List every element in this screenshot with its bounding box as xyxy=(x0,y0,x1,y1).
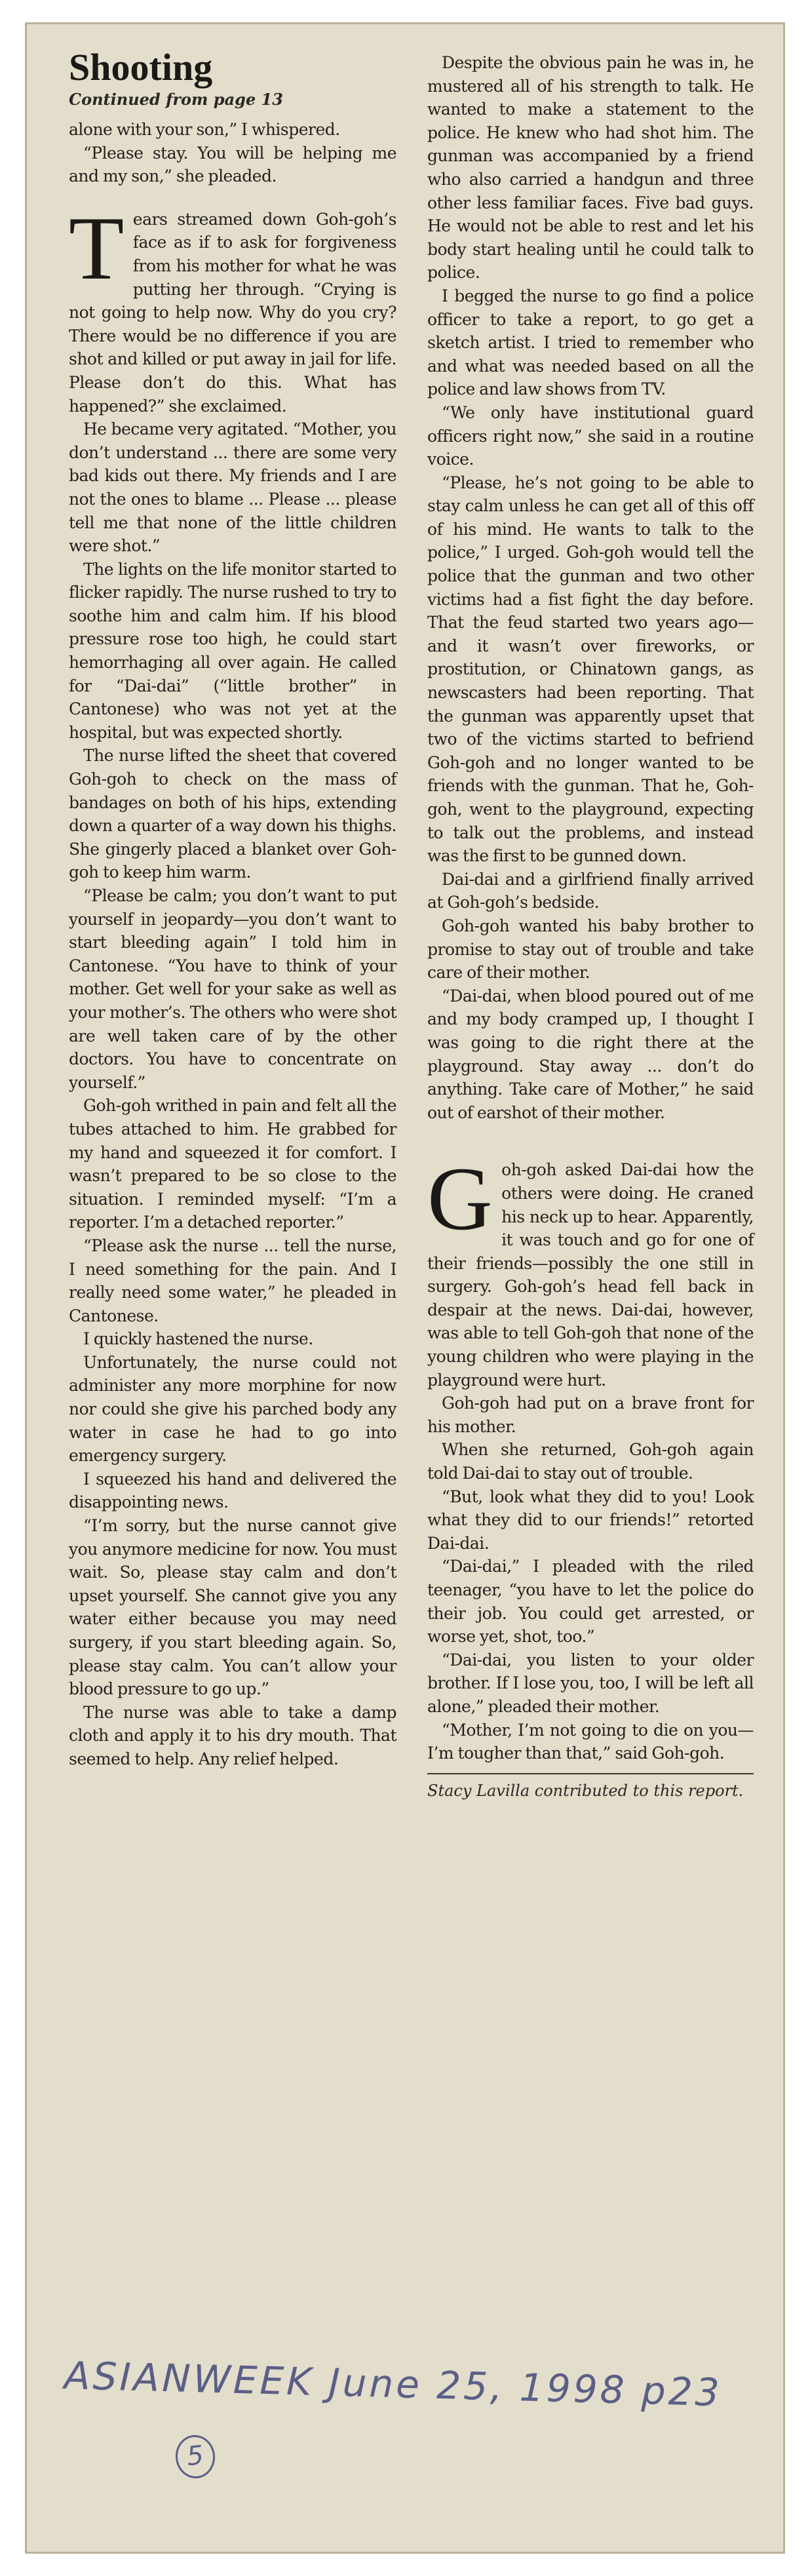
article-paragraph xyxy=(427,51,754,284)
continued-line: Continued from page 13 xyxy=(69,90,283,109)
article-paragraph xyxy=(69,1327,396,1351)
circled-page-mark: 5 xyxy=(174,2433,218,2480)
drop-cap-letter: T xyxy=(69,197,124,298)
paragraph-text: The lights on the life monitor started to flicker rapidly. The nurse rushed to try to soothe him and calm him. If his blood pressure rose too high, he could start hemorrhaging all over again. He called for “Dai-dai” (“little brother” in Cantonese) who was not yet at the hospital, but was expected shortly. xyxy=(69,559,396,742)
paragraph-text: “But, look what they did to you! Look what they did to our friends!” retorted Dai-dai. xyxy=(427,1487,754,1553)
article-paragraph xyxy=(69,197,396,418)
article-paragraph xyxy=(427,401,754,471)
paragraph-text: I squeezed his hand and delivered the disappointing news. xyxy=(69,1469,396,1512)
paragraph-text: ears streamed down Goh-goh’s face as if to ask for forgiveness from his mother for what he was putting her through. “Crying is not going to help now. Why do you cry? There would be no difference if you are shot and killed or put away in jail for life. Please don’t do this. What has happened?” she exclaimed. xyxy=(69,209,396,416)
paragraph-text: “Dai-dai, when blood poured out of me and my body cramped up, I thought I was going to die right there at the playground. Stay away ... don’t do anything. Take care of Mother,” he said out of earshot of their mother. xyxy=(427,986,754,1122)
article-paragraph xyxy=(427,985,754,1125)
article-paragraph xyxy=(427,1438,754,1485)
paragraph-text: “Please ask the nurse ... tell the nurse, I need something for the pain. And I really need some water,” he pleaded in Cantonese. xyxy=(69,1236,396,1325)
article-paragraph xyxy=(69,1468,396,1514)
paragraph-text: alone with your son,” I whispered. xyxy=(69,120,340,139)
article-paragraph xyxy=(69,118,396,142)
author-credit: Stacy Lavilla contributed to this report. xyxy=(427,1781,744,1800)
paragraph-text: Goh-goh wanted his baby brother to promise to stay out of trouble and take care of their mother. xyxy=(427,916,754,983)
paragraph-text: I quickly hastened the nurse. xyxy=(83,1329,313,1349)
article-paragraph xyxy=(69,142,396,188)
credit-divider xyxy=(427,1773,754,1774)
handwritten-source-note: ASIANWEEK June 25, 1998 p23 xyxy=(64,2353,723,2415)
article-paragraph xyxy=(69,1514,396,1701)
paragraph-text: Despite the obvious pain he was in, he mustered all of his strength to talk. He wanted to make a statement to the police. He knew who had shot him. The gunman was accompanied by a friend who also carried a handgun and three other less familiar faces. Five bad guys. He would not be able to rest and let his body start healing until he could talk to police. xyxy=(427,53,754,283)
article-paragraph xyxy=(427,1485,754,1555)
article-paragraph xyxy=(69,744,396,884)
paragraph-text: “Please stay. You will be helping me and my son,” she pleaded. xyxy=(69,143,396,186)
paragraph-text: Unfortunately, the nurse could not administer any more morphine for now nor could she give his parched body any water in case he had to go into emergency surgery. xyxy=(69,1352,396,1466)
article-paragraph xyxy=(427,1649,754,1719)
article-paragraph xyxy=(427,1719,754,1765)
paragraph-text: “Dai-dai,” I pleaded with the riled teenager, “you have to let the police do their job. You could get arrested, or worse yet, shot, too.” xyxy=(427,1557,754,1647)
article-column-right xyxy=(427,51,754,1802)
article-paragraph xyxy=(69,558,396,745)
paragraph-text: oh-goh asked Dai-dai how the others were doing. He craned his neck up to hear. Apparently, it was touch and go for one of their friends—possibly the one still in surgery. Goh-goh’s head fell back in despair at the news. Dai-dai, however, was able to tell Goh-goh that none of the young children who were playing in the playground were hurt. xyxy=(427,1160,754,1390)
article-paragraph xyxy=(69,1234,396,1327)
article-paragraph xyxy=(69,1351,396,1468)
article-paragraph xyxy=(69,884,396,1094)
paragraph-text: “Please, he’s not going to be able to stay calm unless he can get all of this off of his mind. He wants to talk to the police,” I urged. Goh-goh would tell the police that the gunman and two other victims had a fist fight the day before. That the feud started two years ago—and it wasn’t over fireworks, or prostitution, or Chinatown gangs, as newscasters had been reporting. That the gunman was apparently upset that two of the victims started to befriend Goh-goh and no longer wanted to be friends with the gunman. That he, Goh-goh, went to the playground, expecting to talk out the problems, and instead was the first to be gunned down. xyxy=(427,473,754,866)
paragraph-text: Dai-dai and a girlfriend finally arrived at Goh-goh’s bedside. xyxy=(427,869,754,912)
article-paragraph xyxy=(69,1094,396,1234)
article-paragraph xyxy=(427,1392,754,1438)
article-column-left xyxy=(69,46,396,1771)
article-paragraph xyxy=(427,1555,754,1648)
article-paragraph xyxy=(69,1701,396,1771)
paragraph-text: When she returned, Goh-goh again told Dai-dai to stay out of trouble. xyxy=(427,1440,754,1483)
drop-cap-letter: G xyxy=(427,1148,493,1249)
article-paragraph xyxy=(427,914,754,985)
article-paragraph xyxy=(427,284,754,401)
paragraph-text: The nurse lifted the sheet that covered Goh-goh to check on the mass of bandages on both of his hips, extending down a quarter of a way down his thighs. She gingerly placed a blanket over Goh-goh to keep him warm. xyxy=(69,746,396,882)
paragraph-text: “Dai-dai, you listen to your older brother. If I lose you, too, I will be left all alone,” pleaded their mother. xyxy=(427,1650,754,1716)
right-column-paragraphs xyxy=(427,51,754,1765)
article-paragraph xyxy=(427,471,754,868)
paragraph-text: I begged the nurse to go find a police officer to take a report, to go get a sketch artist. I tried to remember who and what was needed based on all the police and law shows from TV. xyxy=(427,286,754,399)
paragraph-text: “Mother, I’m not going to die on you—I’m tougher than that,” said Goh-goh. xyxy=(427,1720,754,1763)
paragraph-text: “We only have institutional guard officers right now,” she said in a routine voice. xyxy=(427,402,754,469)
paragraph-text: Goh-goh writhed in pain and felt all the tubes attached to him. He grabbed for my hand and squeezed it for comfort. I wasn’t prepared to be so close to the situation. I reminded myself: “I’m a reporter. I’m a detached reporter.” xyxy=(69,1096,396,1232)
article-paragraph xyxy=(427,1148,754,1392)
paragraph-text: The nurse was able to take a damp cloth and apply it to his dry mouth. That seemed to help. Any relief helped. xyxy=(69,1702,396,1768)
paragraph-text: Goh-goh had put on a brave front for his mother. xyxy=(427,1394,754,1436)
article-headline: Shooting xyxy=(69,46,213,88)
paragraph-text: “I’m sorry, but the nurse cannot give you anymore medicine for now. You must wait. So, please stay calm and don’t upset yourself. She cannot give you any water either because you may need surgery, if you start bleeding again. So, please stay calm. You can’t allow your blood pressure to go up.” xyxy=(69,1516,396,1699)
paragraph-text: “Please be calm; you don’t want to put yourself in jeopardy—you don’t want to start bleeding again” I told him in Cantonese. “You have to think of your mother. Get well for your sake as well as your mother’s. The others who were shot are well taken care of by the other doctors. You have to concentrate on yourself.” xyxy=(69,886,396,1092)
left-column-paragraphs xyxy=(69,118,396,1771)
article-paragraph xyxy=(69,418,396,558)
paragraph-text: He became very agitated. “Mother, you don’t understand ... there are some very bad kids out there. My friends and I are not the ones to blame ... Please ... please tell me that none of the little children were shot.” xyxy=(69,420,396,556)
article-paragraph xyxy=(427,868,754,914)
